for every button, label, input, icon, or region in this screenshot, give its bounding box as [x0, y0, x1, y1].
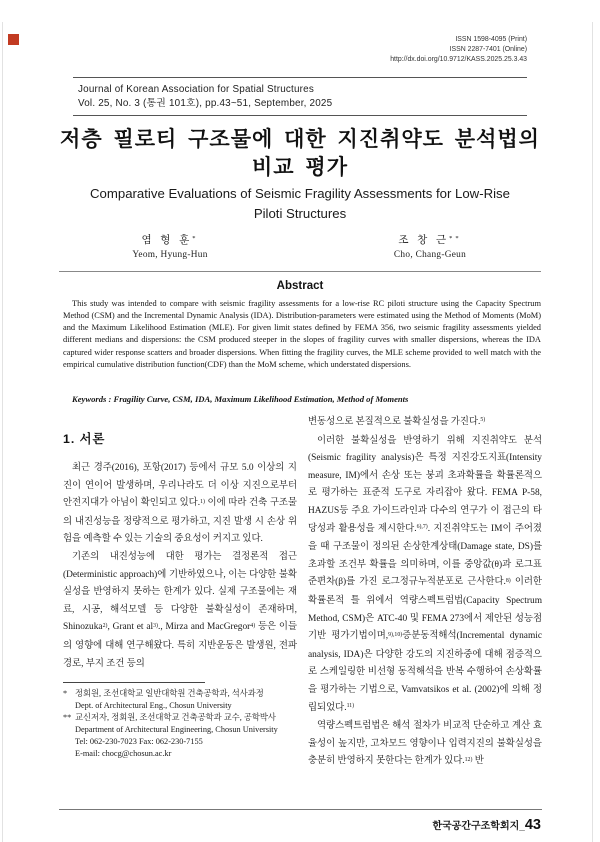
- footer-divider: [59, 809, 542, 810]
- section-1-heading: 1. 서론: [63, 432, 106, 446]
- body-column-right: [308, 414, 542, 772]
- abstract-divider: [59, 271, 541, 272]
- paper-title-korean-line2: 비교 평가: [252, 155, 348, 179]
- issn-print: ISSN 1598-4095 (Print): [455, 36, 527, 43]
- author-footnotes: [63, 682, 295, 759]
- footnote-2-line2: Department of Architectural Engineering, Chosun University: [75, 724, 278, 734]
- footer-journal-label: 한국공간구조학회지_: [432, 821, 525, 832]
- author-1: [40, 232, 300, 260]
- red-square-marker: [8, 34, 19, 45]
- doi-text: http://dx.doi.org/10.9712/KASS.2025.25.3.43: [390, 55, 527, 63]
- keywords-text: Fragility Curve, CSM, IDA, Maximum Likelihood Estimation, Method of Moments: [113, 394, 409, 404]
- intro-paragraph-4: 이러한 불확실성을 반영하기 위해 지진취약도 분석(Seismic fragility analysis)은 특정 지진강도지표(Intensity measure, IM)에서 손상 또는 붕괴 초과확률을 확률론적으로 평가하는 표준적 도구로 자리잡아 왔다. FEMA P-58, HAZUS등 주요 가이드라인과 다수의 연구가 이 접근의 타당성과 활용성을 제시한다.$^{6),7)}$. 지진취약도는 IM이 주어졌을 때 구조물이 정의된 손상한계상태(Damage state, DS)를 초과할 조건부 확률을 의미하며, 이를 중앙값(θ)과 로그표준편차(β)를 가진 로그정규누적분포로 근사한다.$^{8)}$ 이러한 확률론적 틀 위에서 역량스펙트럼법(Capacity Spectrum Method, CSM)은 ATC-40 및 FEMA 273에서 제안된 성능점 기반 평가기법이며,$^{9),10)}$증분동적해석(Incremental dynamic analysis, IDA)은 다양한 강도의 지진하중에 대해 점증적으로 스케일링한 비선형 동적해석을 반복 수행하여 손상확률을 평가하는 기법으로, Vamvatsikos et al. (2002)에 의해 정립되었다.$^{11)}$: [308, 435, 542, 713]
- abstract-body: This study was intended to compare with seismic fragility assessments for a low-rise RC piloti structure using the Capacity Spectrum Method (CSM) and the Incremental Dynamic Analysis (IDA). Distribution-parameters were estimated using the Method of Moments (MoM) and the Maximum Likelihood Estimation (MLE). For given limit states defined by FEMA 356, two seismic fragility assessments yielded different medians and dispersions: the CSM produced steeper in the slopes of fragility curves with smaller dispersions, whereas the IDA captured wider response scatters and broader dispersions. When fitting the fragility curves, the MLE scheme provided to well match with the empirical cumulative distribution function(CDF) than the MoM scheme, which understated dispersions.: [63, 299, 541, 369]
- author-1-name-english: Yeom, Hyung-Hun: [132, 250, 208, 260]
- intro-paragraph-5: 역량스펙트럼법은 해석 절차가 비교적 단순하고 계산 효율성이 높지만, 고차모드 영향이나 입력지진의 불확실성을 충분히 반영하지 못한다는 한계가 있다.$^{12)}$ 반: [308, 721, 542, 767]
- author-1-name-korean: [40, 232, 300, 247]
- footnote-2-email: E-mail: chocg@chosun.ac.kr: [75, 748, 172, 758]
- paper-title-english: [0, 184, 600, 223]
- keywords-line: [72, 394, 538, 404]
- footnote-1-marker: *: [63, 689, 68, 698]
- author-1-name-ko-text: 염 형 훈: [141, 235, 193, 246]
- footnote-2: [63, 712, 295, 760]
- footnote-2-line3: Tel: 062-230-7023 Fax: 062-230-7155: [75, 736, 203, 746]
- author-2-name-english: Cho, Chang-Geun: [393, 250, 467, 260]
- intro-paragraph-2: 기존의 내진성능에 대한 평가는 결정론적 접근(Deterministic approach)에 기반하였으나, 이는 다양한 불확실성을 반영하지 못하는 한계가 있다. 실제 구조물에는 재료, 시공, 해석모델 등 다양한 불확실성이 존재하며, Shinozuka$^{2)}$, Grant et $al^{3)}$., Mirza and MacGregor$^{4)}$ 등은 이들의 영향에 대해 연구해왔다. 특히 지반운동은 발생원, 전파경로, 부지 조건 등의: [63, 551, 297, 669]
- footnote-divider: [63, 682, 205, 683]
- intro-paragraph-1: 최근 경주(2016), 포항(2017) 등에서 규모 5.0 이상의 지진이 연이어 발생하며, 우리나라도 더 이상 지진으로부터 안전지대가 아님이 확인되고 있다.$^{1)}$ 이에 따라 건축 구조물의 내진성능을 정량적으로 평가하고, 지진 발생 시 손상 위험을 예측할 수 있는 기술의 중요성이 커지고 있다.: [63, 463, 297, 545]
- paper-title-english-line2: Piloti Structures: [253, 205, 347, 221]
- journal-name: Journal of Korean Association for Spatial Structures: [78, 83, 315, 95]
- footnote-2-marker: **: [63, 712, 72, 722]
- footnote-1-line1: 정회원, 조선대학교 일반대학원 건축공학과, 석사과정: [75, 689, 264, 698]
- footnote-2-line1: 교신저자, 정회원, 조선대학교 건축공학과 교수, 공학박사: [75, 712, 276, 722]
- author-2-name-ko-text: 조 창 근: [398, 235, 450, 246]
- issn-block: [390, 35, 527, 64]
- body-column-left: [63, 429, 297, 673]
- paper-title-korean: [0, 126, 600, 181]
- journal-issue-info: Vol. 25, No. 3 (통권 101호), pp.43~51, September, 2025: [78, 97, 333, 109]
- footnote-1-text: [75, 688, 295, 712]
- footnote-1-line2: Dept. of Architectural Eng., Chosun University: [75, 700, 232, 710]
- author-2: [300, 232, 560, 260]
- author-1-marker: *: [192, 235, 199, 243]
- footer-page-number: 43: [524, 817, 541, 833]
- footnote-1: [63, 688, 295, 712]
- paper-title-korean-line1: 저층 필로티 구조물에 대한 지진취약도 분석법의: [60, 128, 540, 151]
- journal-masthead: [73, 77, 527, 116]
- keywords-label: Keywords :: [72, 394, 114, 404]
- issn-online: ISSN 2287-7401 (Online): [449, 45, 527, 53]
- intro-paragraph-3: 변동성으로 본질적으로 불확실성을 가진다.$^{5)}$: [308, 417, 486, 427]
- page-footer: [432, 816, 541, 834]
- paper-title-english-line1: Comparative Evaluations of Seismic Fragility Assessments for Low-Rise: [90, 186, 510, 201]
- author-block: [40, 232, 560, 260]
- author-2-marker: **: [449, 235, 462, 243]
- abstract-heading: Abstract: [276, 280, 324, 292]
- author-2-name-korean: [300, 232, 560, 247]
- footnote-2-text: [75, 712, 295, 760]
